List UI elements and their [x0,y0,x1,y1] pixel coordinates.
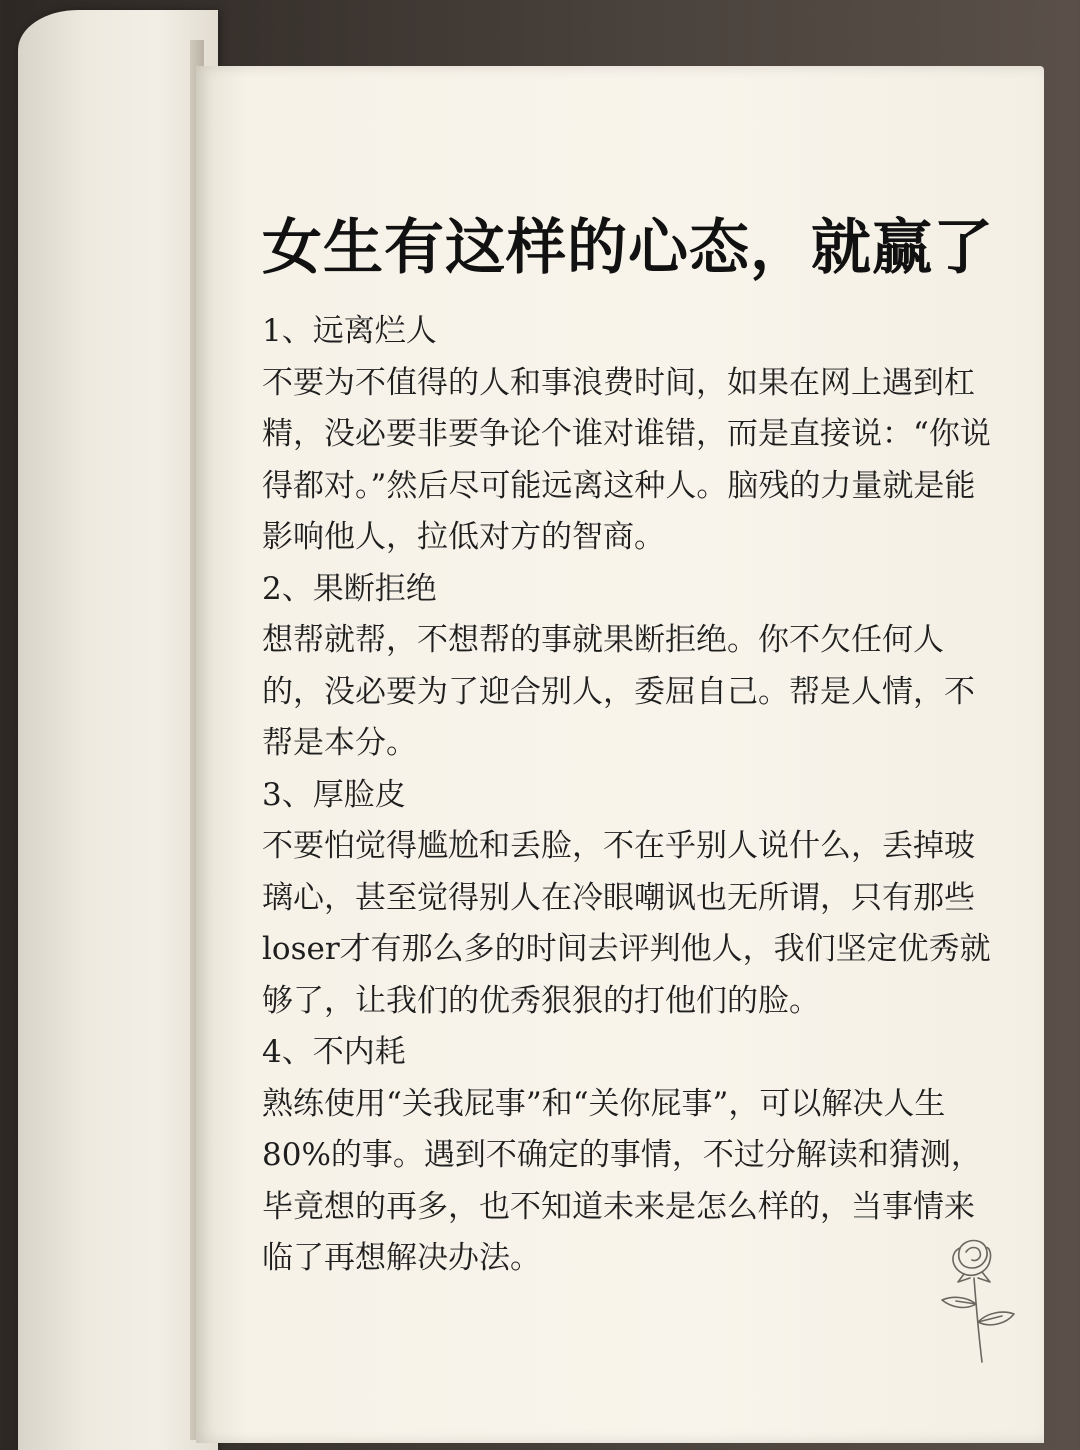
section-heading: 4、不内耗 [262,1034,406,1070]
article-body [262,306,1002,1285]
page-title: 女生有这样的心态，就赢了 [262,213,994,283]
section-heading: 1、远离烂人 [262,313,437,349]
section-body: 熟练使用“关我屁事”和“关你屁事”，可以解决人生80%的事。遇到不确定的事情，不过分解读和猜测，毕竟想的再多，也不知道未来是怎么样的，当事情来临了再想解决办法。 [262,1085,982,1276]
section-heading: 2、果断拒绝 [262,570,437,607]
section-body: 不要怕觉得尴尬和丢脸，不在乎别人说什么，丢掉玻璃心，甚至觉得别人在冷眼嘲讽也无所谓，只有那些loser才有那么多的时间去评判他人，我们坚定优秀就够了，让我们的优秀狠狠的打他们的脸。 [262,828,991,1019]
section-body: 不要为不值得的人和事浪费时间，如果在网上遇到杠精，没必要非要争论个谁对谁错，而是直接说：“你说得都对。”然后尽可能远离这种人。脑残的力量就是能影响他人，拉低对方的智商。 [262,364,991,555]
section-heading: 3、厚脸皮 [262,776,406,813]
rose-line-drawing-icon [930,1234,1020,1364]
left-page [18,10,218,1450]
section-body: 想帮就帮，不想帮的事就果断拒绝。你不欠任何人的，没必要为了迎合别人，委屈自己。帮是人情，不帮是本分。 [262,622,975,761]
